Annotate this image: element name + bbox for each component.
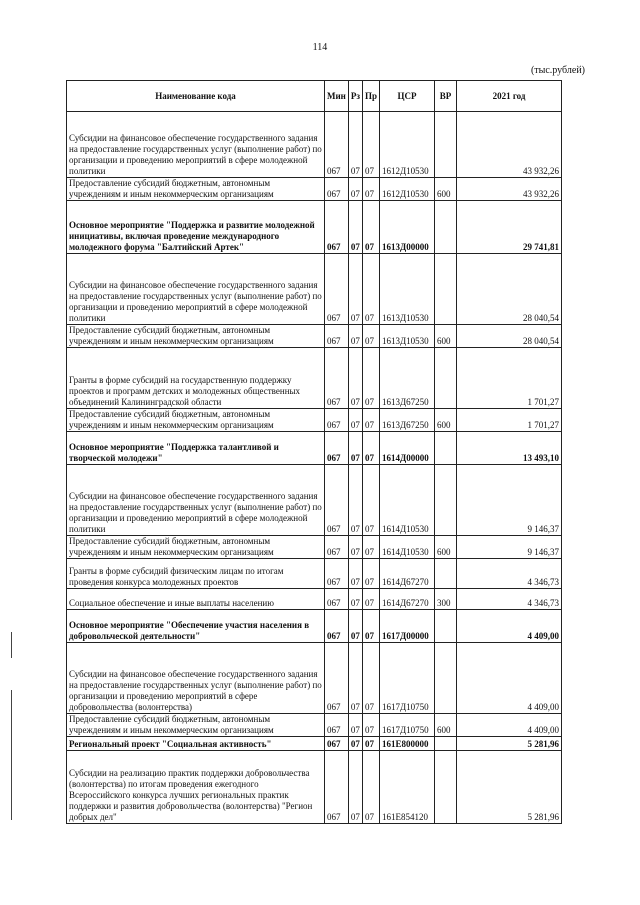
margin-line xyxy=(11,690,12,820)
cell-sum: 13 493,10 xyxy=(457,432,562,465)
cell-vr: 300 xyxy=(435,589,457,610)
cell-name: Основное мероприятие "Поддержка и развитие молодежной инициативы, включая проведение международного молодежного форума "Балтийский Артек" xyxy=(67,201,325,254)
cell-sum: 1 701,27 xyxy=(457,348,562,409)
cell-sum: 5 281,96 xyxy=(457,737,562,751)
cell-rz: 07 xyxy=(348,737,362,751)
cell-sum: 1 701,27 xyxy=(457,409,562,432)
cell-rz: 07 xyxy=(348,254,362,325)
page-number: 114 xyxy=(312,42,328,53)
table-row xyxy=(67,178,562,201)
cell-sum: 28 040,54 xyxy=(457,254,562,325)
cell-vr xyxy=(435,737,457,751)
cell-rz: 07 xyxy=(348,201,362,254)
cell-vr xyxy=(435,348,457,409)
cell-vr xyxy=(435,643,457,714)
cell-pr: 07 xyxy=(363,465,380,536)
table-row xyxy=(67,751,562,824)
cell-rz: 07 xyxy=(348,325,362,348)
cell-vr xyxy=(435,254,457,325)
cell-min: 067 xyxy=(325,714,349,737)
cell-rz: 07 xyxy=(348,714,362,737)
table-row xyxy=(67,348,562,409)
table-row xyxy=(67,536,562,559)
cell-name: Субсидии на финансовое обеспечение государственного задания на предоставление государственных услуг (выполнение работ) по организации и проведению мероприятий в сфере молодежной политики xyxy=(67,112,325,178)
table-row xyxy=(67,112,562,178)
cell-min: 067 xyxy=(325,751,349,824)
cell-csr: 1614Д10530 xyxy=(380,536,435,559)
cell-sum: 4 346,73 xyxy=(457,589,562,610)
cell-name: Основное мероприятие "Поддержка талантливой и творческой молодежи" xyxy=(67,432,325,465)
cell-csr: 1617Д00000 xyxy=(380,610,435,643)
cell-pr: 07 xyxy=(363,409,380,432)
cell-min: 067 xyxy=(325,348,349,409)
cell-csr: 1617Д10750 xyxy=(380,714,435,737)
header-pr: Пр xyxy=(363,81,380,112)
table-row xyxy=(67,589,562,610)
cell-rz: 07 xyxy=(348,643,362,714)
cell-vr xyxy=(435,610,457,643)
cell-vr xyxy=(435,465,457,536)
cell-pr: 07 xyxy=(363,751,380,824)
cell-pr: 07 xyxy=(363,737,380,751)
cell-csr: 161E854120 xyxy=(380,751,435,824)
cell-name: Предоставление субсидий бюджетным, автономным учреждениям и иным некоммерческим организациям xyxy=(67,325,325,348)
cell-min: 067 xyxy=(325,589,349,610)
cell-name: Гранты в форме субсидий на государственную поддержку проектов и программ детских и молодежных общественных объединений Калининградской области xyxy=(67,348,325,409)
cell-name: Субсидии на финансовое обеспечение государственного задания на предоставление государственных услуг (выполнение работ) по организации и проведению мероприятий в сфере молодежной политики xyxy=(67,465,325,536)
cell-sum: 4 346,73 xyxy=(457,559,562,589)
cell-csr: 1612Д10530 xyxy=(380,178,435,201)
cell-vr: 600 xyxy=(435,714,457,737)
cell-rz: 07 xyxy=(348,559,362,589)
cell-name: Субсидии на финансовое обеспечение государственного задания на предоставление государственных услуг (выполнение работ) по организации и проведению мероприятий в сфере добровольчества (волонтерства) xyxy=(67,643,325,714)
table-header-row xyxy=(67,81,562,112)
cell-csr: 1614Д67270 xyxy=(380,589,435,610)
header-min: Мин xyxy=(325,81,349,112)
cell-vr xyxy=(435,112,457,178)
cell-sum: 9 146,37 xyxy=(457,536,562,559)
cell-csr: 1614Д00000 xyxy=(380,432,435,465)
cell-rz: 07 xyxy=(348,536,362,559)
cell-rz: 07 xyxy=(348,432,362,465)
cell-sum: 29 741,81 xyxy=(457,201,562,254)
cell-pr: 07 xyxy=(363,432,380,465)
cell-vr: 600 xyxy=(435,325,457,348)
cell-name: Социальное обеспечение и иные выплаты населению xyxy=(67,589,325,610)
cell-sum: 28 040,54 xyxy=(457,325,562,348)
cell-pr: 07 xyxy=(363,643,380,714)
cell-min: 067 xyxy=(325,737,349,751)
table-row xyxy=(67,643,562,714)
cell-csr: 161E800000 xyxy=(380,737,435,751)
cell-pr: 07 xyxy=(363,348,380,409)
cell-csr: 1612Д10530 xyxy=(380,112,435,178)
cell-sum: 4 409,00 xyxy=(457,714,562,737)
cell-csr: 1613Д67250 xyxy=(380,348,435,409)
cell-rz: 07 xyxy=(348,348,362,409)
table-row xyxy=(67,610,562,643)
cell-name: Предоставление субсидий бюджетным, автономным учреждениям и иным некоммерческим организациям xyxy=(67,409,325,432)
cell-rz: 07 xyxy=(348,589,362,610)
cell-vr xyxy=(435,559,457,589)
cell-pr: 07 xyxy=(363,254,380,325)
cell-min: 067 xyxy=(325,112,349,178)
cell-rz: 07 xyxy=(348,465,362,536)
cell-sum: 4 409,00 xyxy=(457,610,562,643)
cell-rz: 07 xyxy=(348,751,362,824)
cell-min: 067 xyxy=(325,643,349,714)
cell-vr xyxy=(435,201,457,254)
cell-sum: 43 932,26 xyxy=(457,112,562,178)
cell-vr xyxy=(435,751,457,824)
table-row xyxy=(67,714,562,737)
table-row xyxy=(67,201,562,254)
cell-csr: 1614Д67270 xyxy=(380,559,435,589)
cell-csr: 1613Д10530 xyxy=(380,325,435,348)
cell-vr xyxy=(435,432,457,465)
cell-sum: 9 146,37 xyxy=(457,465,562,536)
cell-pr: 07 xyxy=(363,536,380,559)
cell-csr: 1613Д00000 xyxy=(380,201,435,254)
cell-rz: 07 xyxy=(348,610,362,643)
cell-name: Гранты в форме субсидий физическим лицам по итогам проведения конкурса молодежных проектов xyxy=(67,559,325,589)
cell-min: 067 xyxy=(325,325,349,348)
table-row xyxy=(67,465,562,536)
cell-vr: 600 xyxy=(435,409,457,432)
table-row xyxy=(67,737,562,751)
cell-pr: 07 xyxy=(363,610,380,643)
table-row xyxy=(67,409,562,432)
budget-table xyxy=(66,80,562,824)
cell-min: 067 xyxy=(325,610,349,643)
cell-name: Предоставление субсидий бюджетным, автономным учреждениям и иным некоммерческим организациям xyxy=(67,178,325,201)
cell-vr: 600 xyxy=(435,536,457,559)
header-name: Наименование кода xyxy=(67,81,325,112)
cell-rz: 07 xyxy=(348,112,362,178)
header-csr: ЦСР xyxy=(380,81,435,112)
margin-line xyxy=(11,632,12,658)
cell-min: 067 xyxy=(325,465,349,536)
cell-pr: 07 xyxy=(363,325,380,348)
header-rz: Рз xyxy=(348,81,362,112)
cell-csr: 1613Д67250 xyxy=(380,409,435,432)
cell-name: Предоставление субсидий бюджетным, автономным учреждениям и иным некоммерческим организациям xyxy=(67,536,325,559)
table-row xyxy=(67,254,562,325)
cell-min: 067 xyxy=(325,559,349,589)
cell-pr: 07 xyxy=(363,201,380,254)
cell-pr: 07 xyxy=(363,559,380,589)
table-row xyxy=(67,559,562,589)
table-row xyxy=(67,432,562,465)
header-vr: ВР xyxy=(435,81,457,112)
cell-vr: 600 xyxy=(435,178,457,201)
cell-csr: 1614Д10530 xyxy=(380,465,435,536)
cell-min: 067 xyxy=(325,409,349,432)
cell-sum: 43 932,26 xyxy=(457,178,562,201)
cell-name: Предоставление субсидий бюджетным, автономным учреждениям и иным некоммерческим организациям xyxy=(67,714,325,737)
cell-min: 067 xyxy=(325,536,349,559)
cell-name: Субсидии на финансовое обеспечение государственного задания на предоставление государственных услуг (выполнение работ) по организации и проведению мероприятий в сфере молодежной политики xyxy=(67,254,325,325)
cell-rz: 07 xyxy=(348,409,362,432)
cell-sum: 5 281,96 xyxy=(457,751,562,824)
cell-rz: 07 xyxy=(348,178,362,201)
cell-name: Региональный проект "Социальная активность" xyxy=(67,737,325,751)
cell-pr: 07 xyxy=(363,714,380,737)
cell-csr: 1617Д10750 xyxy=(380,643,435,714)
cell-name: Основное мероприятие "Обеспечение участия населения в добровольческой деятельности" xyxy=(67,610,325,643)
table-row xyxy=(67,325,562,348)
cell-min: 067 xyxy=(325,254,349,325)
cell-csr: 1613Д10530 xyxy=(380,254,435,325)
cell-pr: 07 xyxy=(363,589,380,610)
cell-min: 067 xyxy=(325,432,349,465)
cell-name: Субсидии на реализацию практик поддержки добровольчества (волонтерства) по итогам проведения ежегодного Всероссийского конкурса лучших региональных практик поддержки и развития добровольчества (волонтерства) "Регион добрых дел" xyxy=(67,751,325,824)
cell-pr: 07 xyxy=(363,112,380,178)
cell-min: 067 xyxy=(325,178,349,201)
header-sum: 2021 год xyxy=(457,81,562,112)
cell-min: 067 xyxy=(325,201,349,254)
cell-pr: 07 xyxy=(363,178,380,201)
units-label: (тыс.рублей) xyxy=(530,65,585,76)
cell-sum: 4 409,00 xyxy=(457,643,562,714)
